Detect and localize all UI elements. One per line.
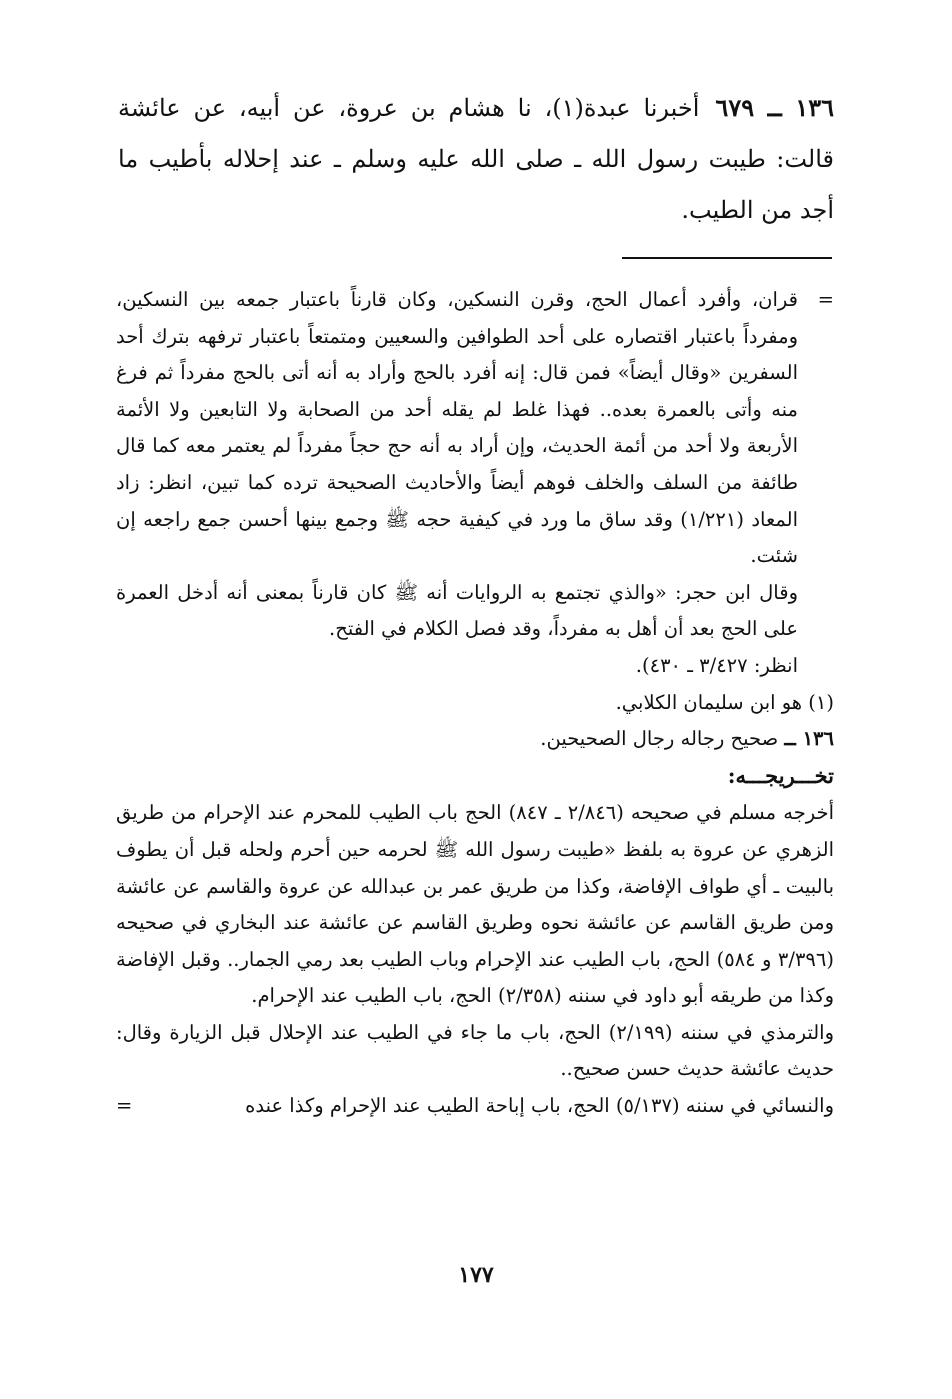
grading-number: ١٣٦ ــ	[784, 727, 834, 751]
takhrij-last-line-text: والنسائي في سننه (٥/١٣٧) الحج، باب إباحة الطيب عند الإحرام وكذا عنده	[245, 1094, 834, 1118]
footnote-divider	[622, 257, 832, 259]
continuation-mark: =	[817, 288, 834, 311]
takhrij-heading: تخـــريجـــه:	[727, 762, 834, 788]
continued-note-text: قران، وأفرد أعمال الحج، وقرن النسكين، وكان قارناً باعتبار جمعه بين النسكين، ومفرداً باعتبار اقتصاره على أحد الطوافين والسعيين ومتمتعاً باعتبار ترفهه بترك أحد السفرين «وقال أيضاً» فمن قال: إنه أفرد بالحج وأراد به أنه أتى بالحج مفرداً ثم فرغ منه وأتى بالعمرة بعده.. فهذا غلط لم يقله أحد من الصحابة ولا التابعين ولا الأئمة الأربعة ولا أحد من أئمة الحديث، وإن أراد به أنه حج حجاً مفرداً لم يعتمر معه كما قال طائفة من السلف والخلف فوهم أيضاً والأحاديث الصحيحة ترده كما تبين، انظر: زاد المعاد (١/٢٢١) وقد ساق ما ورد في كيفية حجه ﷺ وجمع بينها أحسن جمع راجعه إن شئت.	[116, 288, 798, 568]
footnotes-block	[116, 282, 834, 1125]
end-continuation-mark: =	[116, 1094, 133, 1118]
grading-text: صحيح رجاله رجال الصحيحين.	[540, 727, 779, 751]
footnote-1	[116, 685, 834, 722]
takhrij-heading-row	[116, 758, 834, 796]
hadith-text-block	[118, 82, 834, 236]
takhrij-paragraph-1: أخرجه مسلم في صحيحه (٢/٨٤٦ ـ ٨٤٧) الحج باب الطيب للمحرم عند الإحرام من طريق الزهري عن عروة به بلفظ «طيبت رسول الله ﷺ لحرمه حين أحرم ولحله قبل أن يطوف بالبيت ـ أي طواف الإفاضة، وكذا من طريق عمر بن عبدالله عن عروة والقاسم عن عائشة ومن طريق القاسم عن عائشة نحوه وطريق القاسم عن عائشة عند البخاري في صحيحه (٣/٣٩٦ و ٥٨٤) الحج، باب الطيب عند الإحرام وباب الطيب بعد رمي الجمار.. وقبل الإفاضة وكذا من طريقه أبو داود في سننه (٢/٣٥٨) الحج، باب الطيب عند الإحرام.	[116, 801, 834, 1008]
footnote-1-number: (١)	[808, 690, 834, 714]
ibn-hajar-reference: انظر: ٣/٤٢٧ ـ ٤٣٠).	[635, 653, 798, 677]
grading-note	[116, 721, 834, 758]
hadith-body: أخبرنا عبدة(١)، نا هشام بن عروة، عن أبيه، عن عائشة قالت: طيبت رسول الله ـ صلى الله عليه وسلم ـ عند إحلاله بأطيب ما أجد من الطيب.	[118, 94, 834, 224]
hadith-number: ١٣٦ ــ ٦٧٩	[715, 93, 834, 122]
ibn-hajar-quote: وقال ابن حجر: «والذي تجتمع به الروايات أنه ﷺ كان قارناً بمعنى أنه أدخل العمرة على الحج بعد أن أهل به مفرداً، وقد فصل الكلام في الفتح.	[116, 580, 798, 641]
footnote-1-text: هو ابن سليمان الكلابي.	[615, 690, 803, 714]
takhrij-last-line	[116, 1088, 834, 1125]
continued-note	[116, 282, 834, 575]
takhrij-paragraph-2: والترمذي في سننه (٢/١٩٩) الحج، باب ما جاء في الطيب عند الإحلال قبل الزيارة وقال: حديث عائشة حديث حسن صحيح..	[116, 1020, 834, 1081]
page-number: ١٧٧	[458, 1262, 494, 1288]
